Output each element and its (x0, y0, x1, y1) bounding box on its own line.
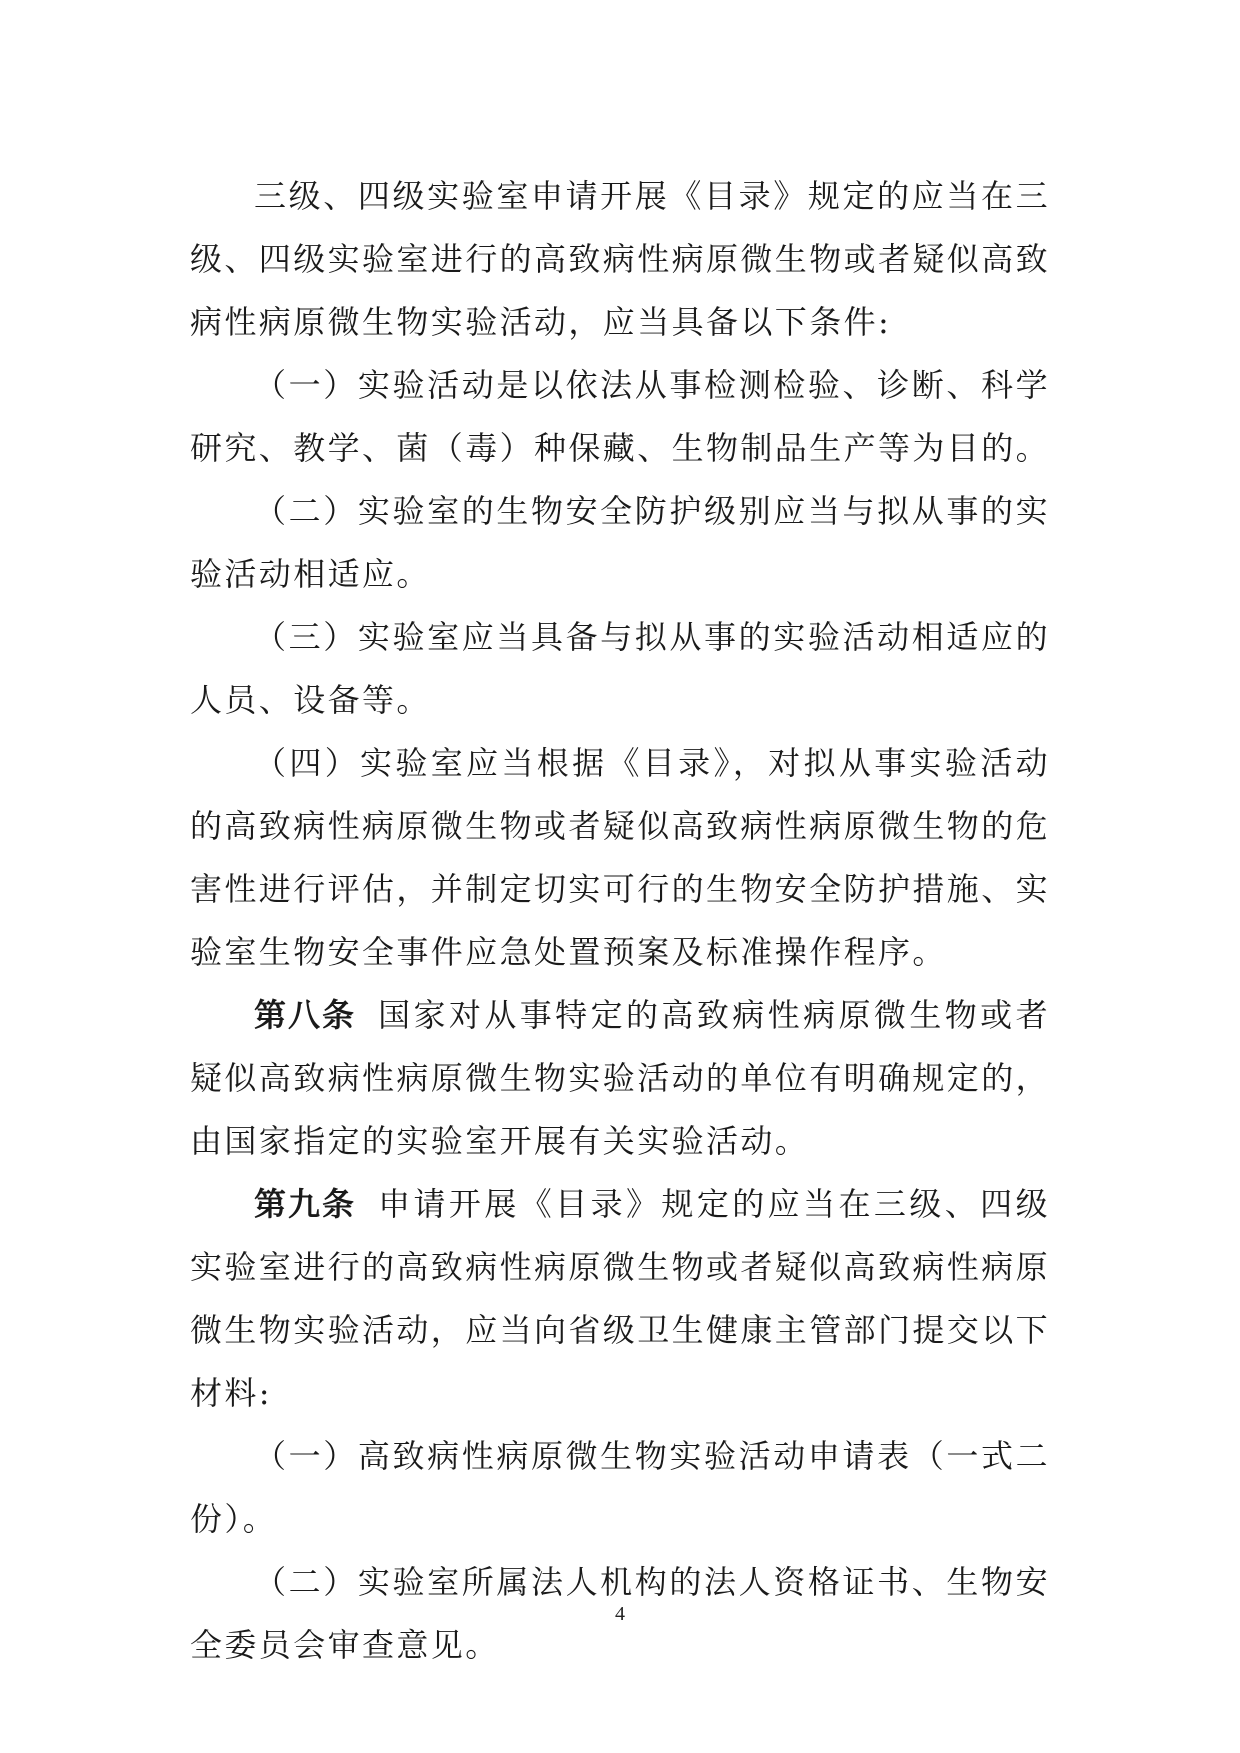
page-number: 4 (615, 1603, 625, 1625)
document-body (190, 165, 1050, 1677)
paragraph-conditions-intro (190, 165, 1050, 354)
paragraph-text: 三级、四级实验室申请开展《目录》规定的应当在三级、四级实验室进行的高致病性病原微生物或者疑似高致病性病原微生物实验活动，应当具备以下条件: (190, 177, 1051, 341)
paragraph-condition-2 (190, 480, 1050, 606)
article-8 (190, 984, 1050, 1173)
paragraph-condition-4 (190, 732, 1050, 984)
paragraph-text: （一）实验活动是以依法从事检测检验、诊断、科学研究、教学、菌（毒）种保藏、生物制品生产等为目的。 (190, 366, 1051, 467)
paragraph-material-1 (190, 1425, 1050, 1551)
article-number: 第九条 (254, 1185, 357, 1223)
paragraph-text: 国家对从事特定的高致病性病原微生物或者疑似高致病性病原微生物实验活动的单位有明确规定的，由国家指定的实验室开展有关实验活动。 (190, 996, 1051, 1160)
paragraph-text: （二）实验室所属法人机构的法人资格证书、生物安全委员会审查意见。 (190, 1563, 1050, 1664)
paragraph-condition-3 (190, 606, 1050, 732)
article-9 (190, 1173, 1050, 1425)
paragraph-text: （四）实验室应当根据《目录》，对拟从事实验活动的高致病性病原微生物或者疑似高致病性病原微生物的危害性进行评估，并制定切实可行的生物安全防护措施、实验室生物安全事件应急处置预案及标准操作程序。 (190, 744, 1051, 971)
paragraph-condition-1 (190, 354, 1050, 480)
paragraph-text: 申请开展《目录》规定的应当在三级、四级实验室进行的高致病性病原微生物或者疑似高致病性病原微生物实验活动，应当向省级卫生健康主管部门提交以下材料: (190, 1185, 1051, 1412)
paragraph-text: （二）实验室的生物安全防护级别应当与拟从事的实验活动相适应。 (190, 492, 1050, 593)
paragraph-text: （三）实验室应当具备与拟从事的实验活动相适应的人员、设备等。 (190, 618, 1050, 719)
paragraph-text: （一）高致病性病原微生物实验活动申请表（一式二份）。 (190, 1437, 1050, 1538)
article-number: 第八条 (254, 996, 357, 1034)
